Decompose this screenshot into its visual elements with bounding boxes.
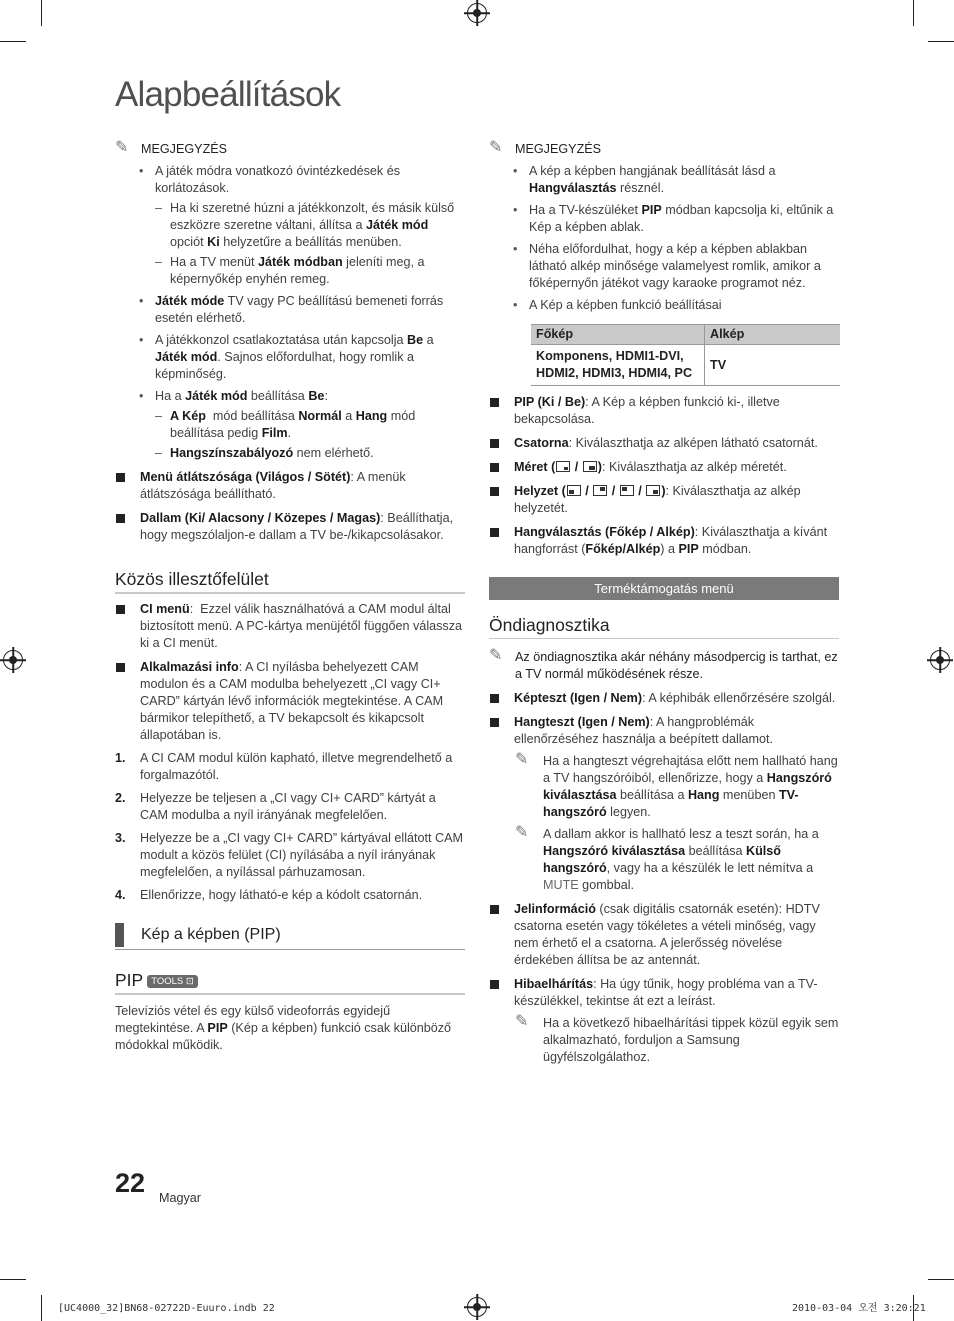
helyzet-description: : Kiválaszthatja az alkép helyzetét.	[514, 484, 801, 515]
top-right-position-icon	[593, 485, 607, 496]
list-item: CI menü: Ezzel válik használhatóvá a CAM modul által biztosított menü. A PC-kártya menüjétől függően válassza ki a CI menüt.	[115, 601, 465, 652]
numbered-step	[115, 830, 465, 881]
footer-timestamp: 2010-03-04 오전 3:20:21	[792, 1303, 926, 1314]
helyzet-label: Helyzet	[514, 484, 559, 498]
note-pencil-icon: ✎	[515, 751, 529, 768]
note-pencil-icon: ✎	[489, 139, 503, 156]
list-item: Csatorna: Kiválaszthatja az alképen látható csatornát.	[489, 435, 839, 452]
settings-list	[115, 469, 465, 544]
note-text: Ha a hangteszt végrehajtása előtt nem hallható hang a TV hangszóróiból, ellenőrizze, hogy a Hangszóró kiválasztása beállítása a Hang menüben TV-hangszóró legyen.	[543, 754, 838, 819]
numbered-step	[115, 887, 465, 904]
page-number: 22	[115, 1168, 146, 1198]
tools-icon: ⊡	[185, 976, 194, 987]
registration-mark-icon	[930, 650, 950, 670]
nested-note	[489, 1015, 839, 1066]
note-header-label: MEGJEGYZÉS	[141, 142, 228, 156]
table-cell: TV	[705, 345, 841, 386]
right-column	[489, 141, 839, 1066]
bullet-item: • A kép a képben hangjának beállítását lásd a Hangválasztás résznél.	[489, 163, 839, 197]
note-pencil-icon: ✎	[489, 647, 503, 664]
large-pip-size-icon	[583, 461, 597, 472]
list-item: Méret ( / ): Kiválaszthatja az alkép méretét.	[489, 459, 839, 476]
bullet-item: • A játékkonzol csatlakoztatása után kapcsolja Be a Játék mód. Sajnos előfordulhat, hogy romlik a képminőség.	[115, 332, 465, 383]
crop-mark	[913, 0, 914, 26]
step-number: 3.	[115, 831, 126, 845]
tools-label: TOOLS	[151, 976, 184, 987]
note-text: Az öndiagnosztika akár néhány másodpercig is tarthat, ez a TV normál működésének része.	[515, 650, 838, 681]
ci-steps-list	[115, 750, 465, 904]
step-number: 2.	[115, 791, 126, 805]
crop-mark	[41, 1295, 42, 1321]
bottom-right-position-icon	[646, 485, 660, 496]
sub-bullet-item: – A Kép mód beállítása Normál a Hang mód beállítása pedig Film.	[115, 408, 465, 442]
list-item: Képteszt (Igen / Nem): A képhibák ellenőrzésére szolgál.	[489, 690, 839, 707]
table-header-row	[531, 325, 840, 345]
meret-description: : Kiválaszthatja az alkép méretét.	[602, 460, 787, 474]
pip-heading	[115, 972, 465, 995]
page-title: Alapbeállítások	[115, 75, 341, 114]
bullet-item: • Ha a Játék mód beállítása Be:	[115, 388, 465, 405]
registration-mark-icon	[467, 3, 487, 23]
note	[489, 649, 839, 683]
tools-badge	[147, 975, 198, 988]
crop-mark	[928, 1279, 954, 1280]
small-pip-size-icon	[556, 461, 570, 472]
step-text: Ellenőrizze, hogy látható-e kép a kódolt csatornán.	[140, 888, 423, 902]
note-header	[489, 141, 839, 158]
crop-mark	[0, 41, 26, 42]
meret-label: Méret	[514, 460, 548, 474]
step-number: 4.	[115, 888, 126, 902]
list-item: Hangteszt (Igen / Nem): A hangproblémák ellenőrzéséhez használja a beépített dallamot.	[489, 714, 839, 748]
nested-note-list	[489, 753, 839, 894]
table-header: Főkép	[531, 325, 705, 345]
bottom-left-position-icon	[567, 485, 581, 496]
table-header: Alkép	[705, 325, 841, 345]
list-item: Helyzet ( / / / ): Kiválaszthatja az alkép helyzetét.	[489, 483, 839, 517]
nested-note	[489, 826, 839, 894]
list-item: PIP (Ki / Be): A Kép a képben funkció ki-, illetve bekapcsolása.	[489, 394, 839, 428]
note-pencil-icon: ✎	[515, 1013, 529, 1030]
note-pencil-icon: ✎	[115, 139, 129, 156]
left-column	[115, 141, 465, 1054]
ci-list	[115, 601, 465, 744]
bullet-item: • Játék móde TV vagy PC beállítású bemeneti forrás esetén elérhető.	[115, 293, 465, 327]
step-number: 1.	[115, 751, 126, 765]
bullet-item: • A játék módra vonatkozó óvintézkedések és korlátozások.	[115, 163, 465, 197]
section-heading-ci: Közös illesztőfelület	[115, 571, 465, 594]
list-item: Menü átlátszósága (Világos / Sötét): A menük átlátszósága beállítható.	[115, 469, 465, 503]
pip-settings-table	[531, 324, 840, 386]
bullet-item: • Néha előfordulhat, hogy a kép a képben ablakban látható alkép minősége valamelyest romlik, amikor a főképernyőn játékot vagy karaoke programot néz.	[489, 241, 839, 292]
top-left-position-icon	[620, 485, 634, 496]
step-text: Helyezze be a „CI vagy CI+ CARD” kártyával ellátott CAM modult a közös felület (CI) nyílásába a nyíl irányának megfelelően, a nyílással párhuzamosan.	[140, 831, 463, 879]
nested-note	[489, 753, 839, 821]
list-item: Jelinformáció (csak digitális csatornák esetén): HDTV csatorna esetén vagy tökéletes a vételi minőség, vagy nem érhető el a csatorna. A jelerősség növelése érdekében állítsa be az antennát.	[489, 901, 839, 969]
section-banner: Terméktámogatás menü	[489, 577, 839, 600]
note-text: Ha a következő hibaelhárítási tippek közül egyik sem alkalmazható, forduljon a Samsung ügyfélszolgálathoz.	[543, 1016, 839, 1064]
registration-mark-icon	[3, 650, 23, 670]
note-list	[489, 163, 839, 314]
step-text: Helyezze be teljesen a „CI vagy CI+ CARD” kártyát a CAM modulba a nyíl irányának megfelelően.	[140, 791, 436, 822]
sub-bullet-item: – Hangszínszabályozó nem elérhető.	[115, 445, 465, 462]
numbered-step	[115, 750, 465, 784]
numbered-step	[115, 790, 465, 824]
registration-mark-icon	[467, 1297, 487, 1317]
list-item: Alkalmazási info: A CI nyílásba behelyezett CAM modulon és a CAM modulba behelyezett „CI vagy CI+ CARD” kártyán lévő információk megtekintése. A CAM bármikor telepíthető, a TV bekapcsolt és kikapcsolt állapotában is.	[115, 659, 465, 744]
pip-intro: Televíziós vétel és egy külső videoforrás egyidejű megtekintése. A PIP (Kép a képben) funkció csak különböző módokkal működik.	[115, 1004, 452, 1052]
list-item: Hangválasztás (Főkép / Alkép): Kiválaszthatja a kívánt hangforrást (Főkép/Alkép) a PIP módban.	[489, 524, 839, 558]
bullet-item: • Ha a TV-készüléket PIP módban kapcsolja ki, eltűnik a Kép a képben ablak.	[489, 202, 839, 236]
sub-bullet-item: – Ha a TV menüt Játék módban jeleníti meg, a képernyőkép enyhén remeg.	[115, 254, 465, 288]
pip-heading-label: PIP	[115, 970, 144, 990]
note-text: A dallam akkor is hallható lesz a teszt során, ha a Hangszóró kiválasztása beállítása Külső hangszóró, vagy ha a készülék le lett némítva a MUTE gombbal.	[543, 827, 819, 892]
note-header-label: MEGJEGYZÉS	[515, 142, 602, 156]
table-cell: Komponens, HDMI1-DVI, HDMI2, HDMI3, HDMI4, PC	[531, 345, 705, 386]
crop-mark	[41, 0, 42, 26]
note-list	[115, 163, 465, 462]
section-heading-self-diagnosis: Öndiagnosztika	[489, 617, 839, 639]
list-item: Hibaelhárítás: Ha úgy tűnik, hogy probléma van a TV-készülékkel, tekintse át ezt a leírást.	[489, 976, 839, 1010]
note-header	[115, 141, 465, 158]
crop-mark	[928, 41, 954, 42]
pip-options-list	[489, 394, 839, 452]
bullet-item: • A Kép a képben funkció beállításai	[489, 297, 839, 314]
language-label: Magyar	[159, 1191, 201, 1205]
sub-bullet-item: – Ha ki szeretné húzni a játékkonzolt, és másik külső eszközre szeretne váltani, állítsa a Játék mód opciót Ki helyzetűre a beállítás menüben.	[115, 200, 465, 251]
footer-file-info: [UC4000_32]BN68-02722D-Euuro.indb 22	[58, 1303, 275, 1314]
subsection-heading-pip: Kép a képben (PIP)	[115, 926, 465, 950]
note-pencil-icon: ✎	[515, 824, 529, 841]
list-item: Dallam (Ki/ Alacsony / Közepes / Magas): Beállíthatja, hogy megszólaljon-e dallam a TV be-/kikapcsolásakor.	[115, 510, 465, 544]
table-row	[531, 345, 840, 386]
crop-mark	[0, 1279, 26, 1280]
step-text: A CI CAM modul külön kapható, illetve megrendelhető a forgalmazótól.	[140, 751, 453, 782]
